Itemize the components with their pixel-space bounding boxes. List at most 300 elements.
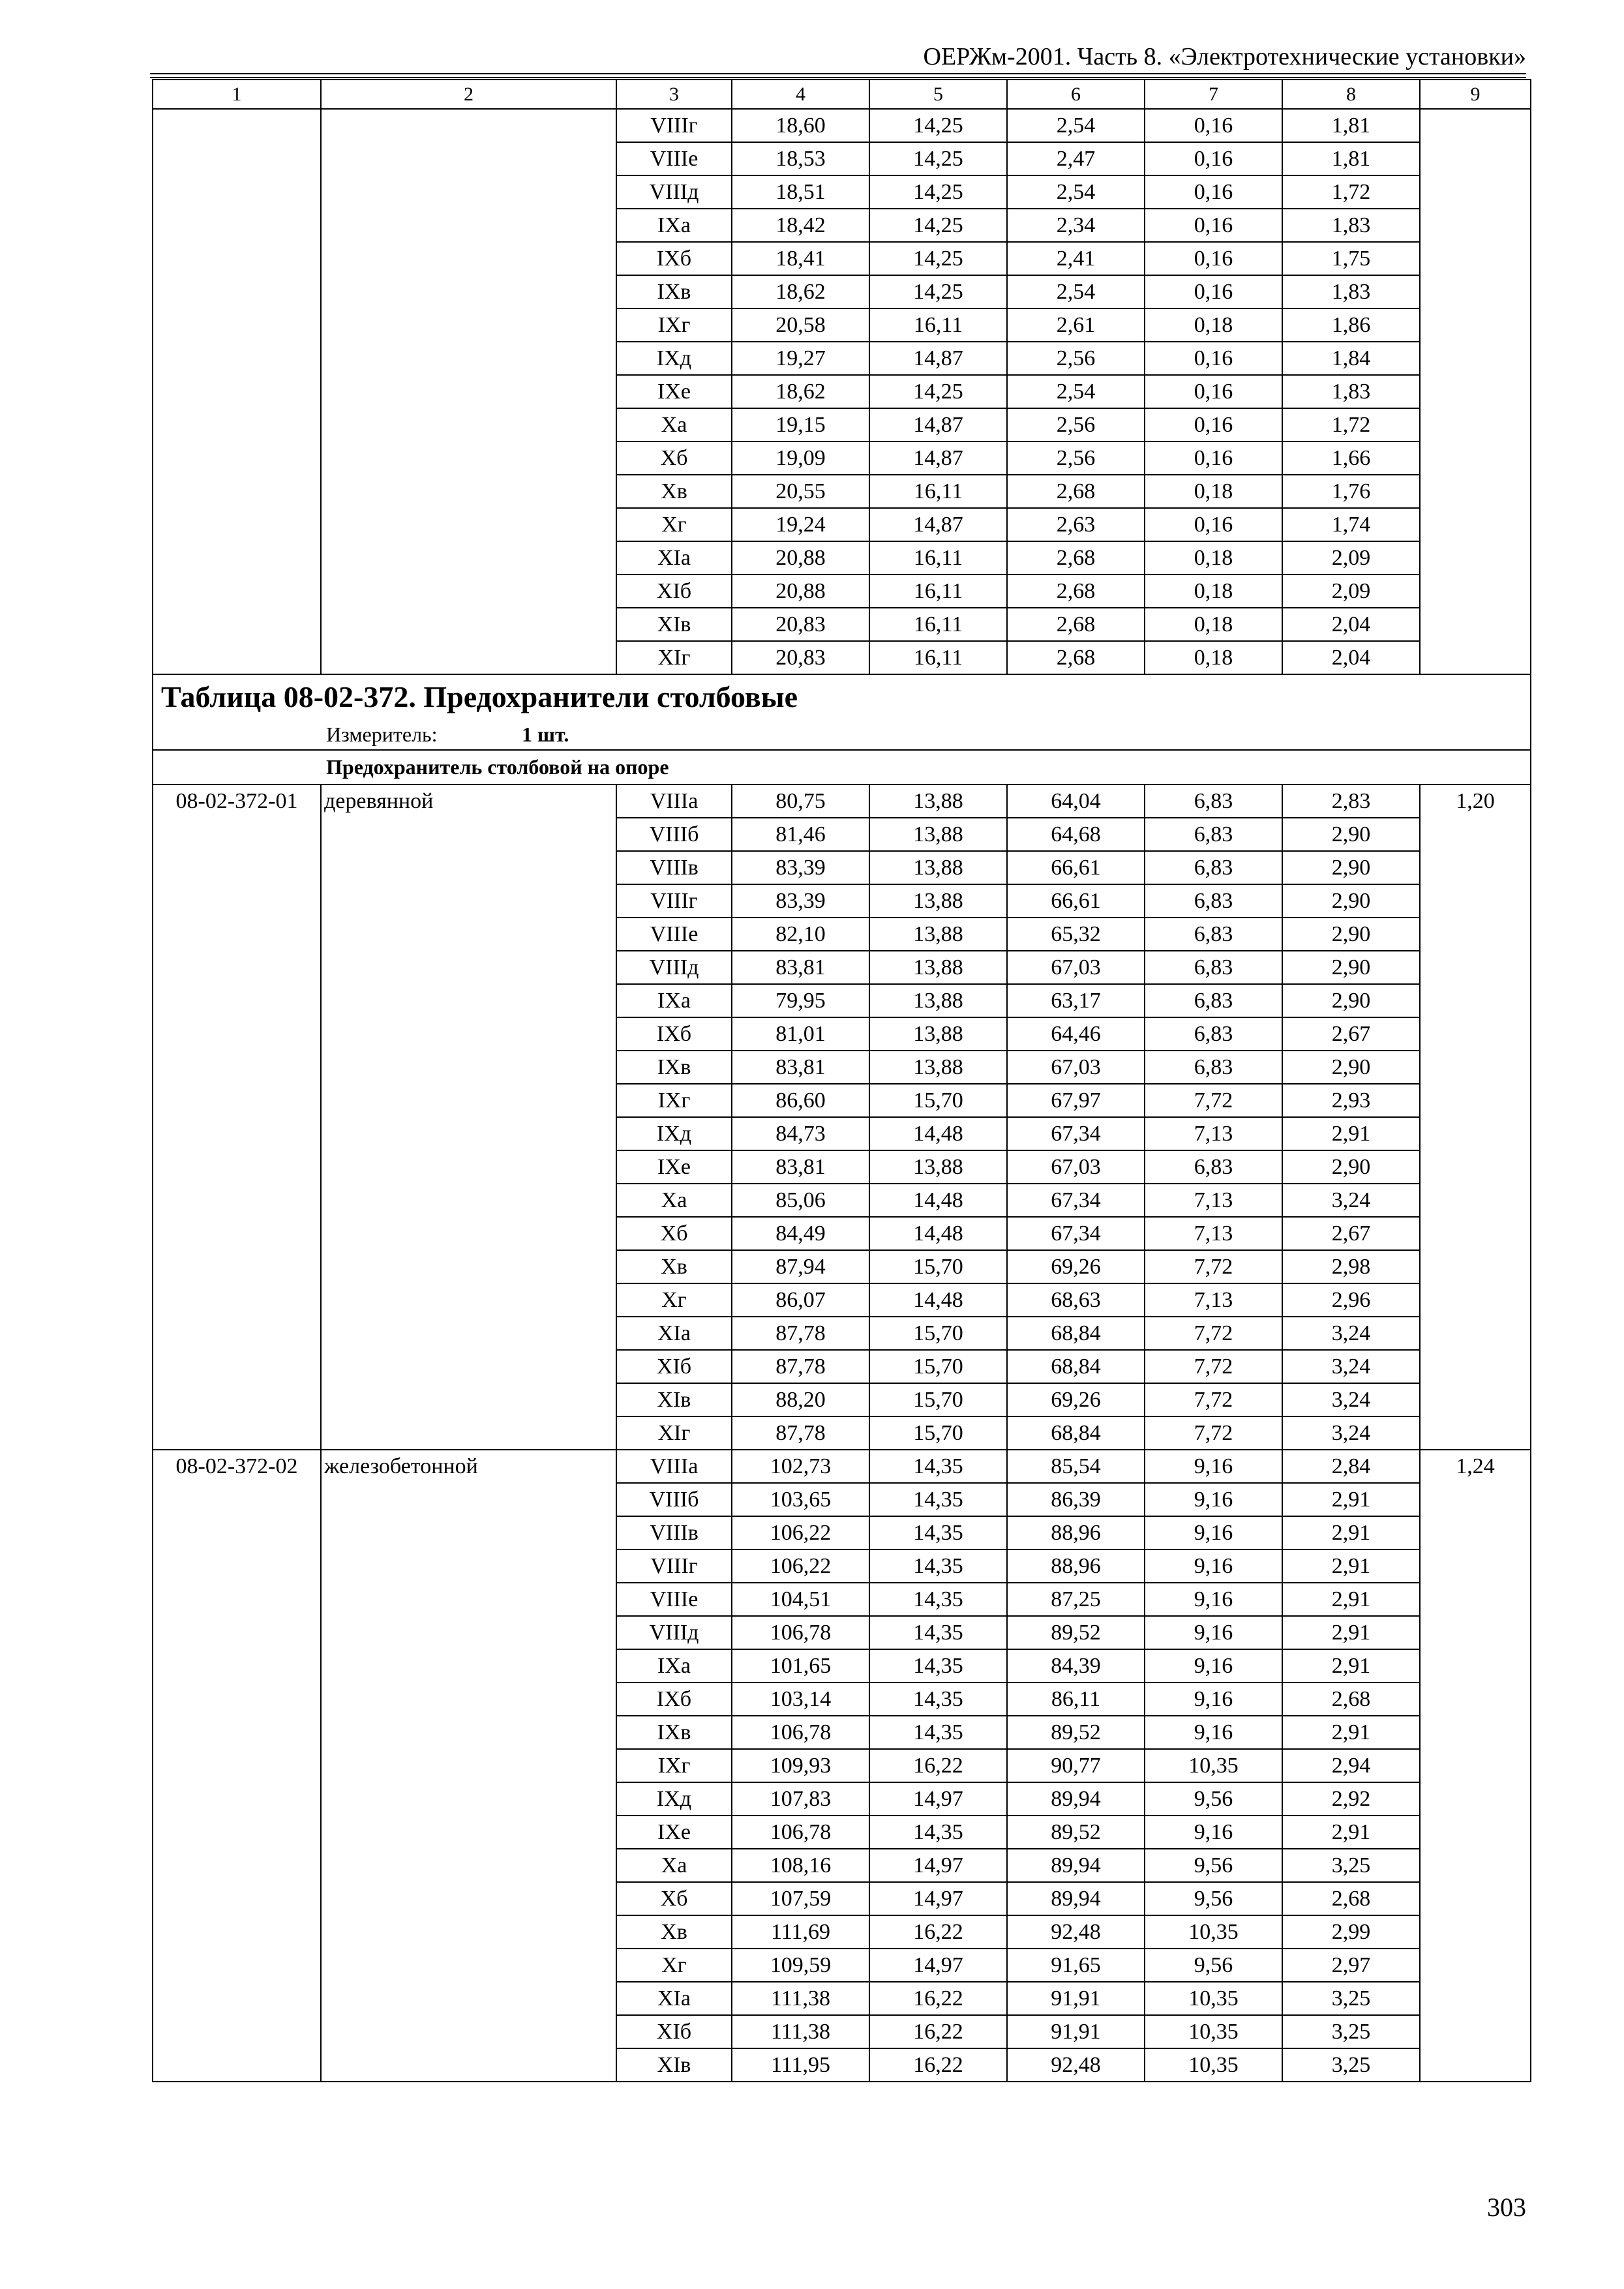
zone-cell: VIIIг: [616, 109, 732, 142]
column-number-cell: 9: [1420, 80, 1531, 109]
machinists-wages-cell: 0,18: [1145, 608, 1282, 641]
machinists-wages-cell: 9,56: [1145, 1782, 1282, 1816]
machines-cell: 88,96: [1007, 1549, 1145, 1583]
zone-cell: Xб: [616, 1217, 732, 1250]
machinists-wages-cell: 0,16: [1145, 242, 1282, 275]
machines-cell: 64,04: [1007, 785, 1145, 818]
machines-cell: 67,34: [1007, 1184, 1145, 1217]
machinists-wages-cell: 0,18: [1145, 641, 1282, 674]
wages-cell: 13,88: [869, 918, 1007, 951]
materials-cell: 2,91: [1282, 1716, 1420, 1749]
machinists-wages-cell: 9,16: [1145, 1616, 1282, 1649]
machines-cell: 89,94: [1007, 1882, 1145, 1915]
machines-cell: 89,52: [1007, 1816, 1145, 1849]
materials-cell: 1,74: [1282, 508, 1420, 541]
zone-cell: VIIIе: [616, 918, 732, 951]
materials-cell: 2,91: [1282, 1516, 1420, 1549]
wages-cell: 14,35: [869, 1649, 1007, 1683]
zone-cell: IXг: [616, 1749, 732, 1782]
zone-cell: IXг: [616, 1084, 732, 1117]
materials-cell: 2,09: [1282, 541, 1420, 575]
machinists-wages-cell: 7,72: [1145, 1350, 1282, 1383]
materials-cell: 1,83: [1282, 209, 1420, 242]
zone-cell: VIIIе: [616, 1583, 732, 1616]
wages-cell: 16,11: [869, 541, 1007, 575]
zone-cell: IXе: [616, 1816, 732, 1849]
zone-cell: Xг: [616, 1283, 732, 1317]
table-title-row: [153, 674, 1531, 719]
wages-cell: 14,87: [869, 408, 1007, 441]
materials-cell: 3,25: [1282, 1982, 1420, 2015]
machines-cell: 67,03: [1007, 951, 1145, 984]
materials-cell: 2,67: [1282, 1017, 1420, 1051]
materials-cell: 2,91: [1282, 1583, 1420, 1616]
direct-costs-cell: 106,78: [732, 1716, 869, 1749]
machines-cell: 91,91: [1007, 1982, 1145, 2015]
materials-cell: 2,68: [1282, 1882, 1420, 1915]
materials-cell: 2,99: [1282, 1915, 1420, 1949]
zone-cell: IXб: [616, 1683, 732, 1716]
wages-cell: 14,35: [869, 1549, 1007, 1583]
machines-cell: 89,94: [1007, 1782, 1145, 1816]
machines-cell: 2,56: [1007, 342, 1145, 375]
materials-cell: 2,67: [1282, 1217, 1420, 1250]
zone-cell: VIIIа: [616, 785, 732, 818]
measure-label: Измеритель:: [326, 723, 438, 746]
materials-cell: 3,25: [1282, 1849, 1420, 1882]
materials-cell: 2,94: [1282, 1749, 1420, 1782]
direct-costs-cell: 87,78: [732, 1416, 869, 1450]
zone-cell: IXа: [616, 209, 732, 242]
wages-cell: 14,87: [869, 508, 1007, 541]
machinists-wages-cell: 7,72: [1145, 1317, 1282, 1350]
materials-cell: 2,90: [1282, 984, 1420, 1017]
wages-cell: 16,11: [869, 575, 1007, 608]
machinists-wages-cell: 7,13: [1145, 1184, 1282, 1217]
materials-cell: 1,83: [1282, 275, 1420, 308]
machinists-wages-cell: 10,35: [1145, 2015, 1282, 2048]
machinists-wages-cell: 6,83: [1145, 984, 1282, 1017]
machines-cell: 2,54: [1007, 175, 1145, 209]
direct-costs-cell: 18,41: [732, 242, 869, 275]
wages-cell: 13,88: [869, 785, 1007, 818]
zone-cell: IXе: [616, 375, 732, 408]
zone-cell: XIв: [616, 1383, 732, 1416]
machinists-wages-cell: 0,16: [1145, 342, 1282, 375]
zone-cell: Xб: [616, 1882, 732, 1915]
machines-cell: 84,39: [1007, 1649, 1145, 1683]
zone-cell: IXд: [616, 1782, 732, 1816]
machines-cell: 2,47: [1007, 142, 1145, 175]
wages-cell: 13,88: [869, 818, 1007, 851]
wages-cell: 13,88: [869, 1017, 1007, 1051]
direct-costs-cell: 111,38: [732, 2015, 869, 2048]
wages-cell: 14,25: [869, 242, 1007, 275]
machines-cell: 68,63: [1007, 1283, 1145, 1317]
materials-cell: 3,24: [1282, 1350, 1420, 1383]
materials-cell: 2,92: [1282, 1782, 1420, 1816]
zone-cell: VIIIв: [616, 851, 732, 884]
wages-cell: 14,97: [869, 1782, 1007, 1816]
wages-cell: 16,22: [869, 2048, 1007, 2082]
direct-costs-cell: 107,83: [732, 1782, 869, 1816]
direct-costs-cell: 19,24: [732, 508, 869, 541]
zone-cell: Xа: [616, 1849, 732, 1882]
wages-cell: 14,25: [869, 375, 1007, 408]
zone-cell: VIIIа: [616, 1450, 732, 1483]
machinists-wages-cell: 10,35: [1145, 1915, 1282, 1949]
machinists-wages-cell: 6,83: [1145, 918, 1282, 951]
direct-costs-cell: 83,81: [732, 1051, 869, 1084]
materials-cell: 2,90: [1282, 918, 1420, 951]
machinists-wages-cell: 0,16: [1145, 175, 1282, 209]
wages-cell: 16,11: [869, 641, 1007, 674]
machinists-wages-cell: 0,16: [1145, 109, 1282, 142]
machines-cell: 2,41: [1007, 242, 1145, 275]
direct-costs-cell: 79,95: [732, 984, 869, 1017]
materials-cell: 2,84: [1282, 1450, 1420, 1483]
wages-cell: 14,48: [869, 1117, 1007, 1150]
zone-cell: VIIIд: [616, 1616, 732, 1649]
materials-cell: 1,81: [1282, 142, 1420, 175]
materials-cell: 2,91: [1282, 1117, 1420, 1150]
direct-costs-cell: 81,01: [732, 1017, 869, 1051]
materials-cell: 2,91: [1282, 1816, 1420, 1849]
zone-cell: Xв: [616, 475, 732, 508]
machinists-wages-cell: 6,83: [1145, 1051, 1282, 1084]
machines-cell: 65,32: [1007, 918, 1145, 951]
zone-cell: IXе: [616, 1150, 732, 1184]
column-number-cell: 3: [616, 80, 732, 109]
machinists-wages-cell: 6,83: [1145, 1017, 1282, 1051]
machinists-wages-cell: 7,72: [1145, 1084, 1282, 1117]
machinists-wages-cell: 9,16: [1145, 1583, 1282, 1616]
materials-cell: 2,90: [1282, 1150, 1420, 1184]
direct-costs-cell: 18,62: [732, 375, 869, 408]
zone-cell: XIг: [616, 1416, 732, 1450]
table-row: [153, 109, 1531, 142]
machines-cell: 2,34: [1007, 209, 1145, 242]
code-cell: [153, 109, 321, 674]
machines-cell: 2,68: [1007, 641, 1145, 674]
machinists-wages-cell: 6,83: [1145, 951, 1282, 984]
wages-cell: 16,22: [869, 1982, 1007, 2015]
materials-cell: 3,24: [1282, 1184, 1420, 1217]
zone-cell: XIв: [616, 608, 732, 641]
machinists-wages-cell: 9,16: [1145, 1450, 1282, 1483]
machinists-wages-cell: 0,16: [1145, 142, 1282, 175]
section-title-row: [153, 750, 1531, 785]
direct-costs-cell: 111,38: [732, 1982, 869, 2015]
machines-cell: 87,25: [1007, 1583, 1145, 1616]
wages-cell: 14,35: [869, 1516, 1007, 1549]
wages-cell: 15,70: [869, 1350, 1007, 1383]
materials-cell: 2,98: [1282, 1250, 1420, 1283]
direct-costs-cell: 111,95: [732, 2048, 869, 2082]
materials-cell: 2,91: [1282, 1483, 1420, 1516]
machinists-wages-cell: 10,35: [1145, 1749, 1282, 1782]
wages-cell: 13,88: [869, 984, 1007, 1017]
wages-cell: 15,70: [869, 1317, 1007, 1350]
zone-cell: VIIIб: [616, 818, 732, 851]
zone-cell: XIб: [616, 575, 732, 608]
direct-costs-cell: 101,65: [732, 1649, 869, 1683]
machinists-wages-cell: 9,16: [1145, 1716, 1282, 1749]
direct-costs-cell: 104,51: [732, 1583, 869, 1616]
zone-cell: VIIIд: [616, 951, 732, 984]
direct-costs-cell: 109,93: [732, 1749, 869, 1782]
machines-cell: 92,48: [1007, 2048, 1145, 2082]
wages-cell: 16,22: [869, 1915, 1007, 1949]
materials-cell: 1,66: [1282, 441, 1420, 475]
materials-cell: 2,83: [1282, 785, 1420, 818]
wages-cell: 16,22: [869, 2015, 1007, 2048]
direct-costs-cell: 20,88: [732, 575, 869, 608]
machines-cell: 91,65: [1007, 1949, 1145, 1982]
direct-costs-cell: 83,39: [732, 884, 869, 918]
column-number-cell: 2: [321, 80, 616, 109]
machinists-wages-cell: 9,16: [1145, 1683, 1282, 1716]
machinists-wages-cell: 0,16: [1145, 375, 1282, 408]
materials-cell: 1,72: [1282, 408, 1420, 441]
materials-cell: 2,90: [1282, 851, 1420, 884]
machines-cell: 91,91: [1007, 2015, 1145, 2048]
column-number-row: [153, 80, 1531, 109]
machines-cell: 85,54: [1007, 1450, 1145, 1483]
materials-cell: 2,09: [1282, 575, 1420, 608]
direct-costs-cell: 20,55: [732, 475, 869, 508]
machines-cell: 2,68: [1007, 541, 1145, 575]
direct-costs-cell: 20,58: [732, 308, 869, 342]
zone-cell: IXв: [616, 1716, 732, 1749]
machinists-wages-cell: 0,16: [1145, 408, 1282, 441]
materials-cell: 1,76: [1282, 475, 1420, 508]
zone-cell: XIб: [616, 2015, 732, 2048]
zone-cell: VIIIг: [616, 884, 732, 918]
wages-cell: 13,88: [869, 1051, 1007, 1084]
machinists-wages-cell: 0,18: [1145, 575, 1282, 608]
materials-cell: 2,96: [1282, 1283, 1420, 1317]
materials-cell: 3,24: [1282, 1383, 1420, 1416]
wages-cell: 14,87: [869, 441, 1007, 475]
machines-cell: 2,56: [1007, 441, 1145, 475]
direct-costs-cell: 106,22: [732, 1516, 869, 1549]
machines-cell: 86,39: [1007, 1483, 1145, 1516]
machinists-wages-cell: 6,83: [1145, 818, 1282, 851]
direct-costs-cell: 20,83: [732, 608, 869, 641]
direct-costs-cell: 19,15: [732, 408, 869, 441]
machines-cell: 2,61: [1007, 308, 1145, 342]
zone-cell: IXа: [616, 984, 732, 1017]
machinists-wages-cell: 7,13: [1145, 1283, 1282, 1317]
direct-costs-cell: 106,78: [732, 1616, 869, 1649]
machinists-wages-cell: 10,35: [1145, 2048, 1282, 2082]
machines-cell: 69,26: [1007, 1250, 1145, 1283]
machines-cell: 68,84: [1007, 1350, 1145, 1383]
wages-cell: 13,88: [869, 884, 1007, 918]
machines-cell: 92,48: [1007, 1915, 1145, 1949]
zone-cell: IXб: [616, 242, 732, 275]
measure-row: [153, 719, 1531, 750]
direct-costs-cell: 18,51: [732, 175, 869, 209]
machinists-wages-cell: 0,18: [1145, 308, 1282, 342]
materials-cell: 2,90: [1282, 1051, 1420, 1084]
wages-cell: 14,25: [869, 142, 1007, 175]
machinists-wages-cell: 6,83: [1145, 884, 1282, 918]
zone-cell: IXв: [616, 275, 732, 308]
materials-cell: 3,24: [1282, 1416, 1420, 1450]
machines-cell: 67,03: [1007, 1051, 1145, 1084]
machines-cell: 2,68: [1007, 608, 1145, 641]
direct-costs-cell: 18,62: [732, 275, 869, 308]
measure-cell: [153, 719, 1531, 750]
direct-costs-cell: 84,49: [732, 1217, 869, 1250]
machines-cell: 68,84: [1007, 1416, 1145, 1450]
wages-cell: 14,48: [869, 1283, 1007, 1317]
direct-costs-cell: 87,78: [732, 1317, 869, 1350]
machinists-wages-cell: 6,83: [1145, 785, 1282, 818]
direct-costs-cell: 111,69: [732, 1915, 869, 1949]
direct-costs-cell: 80,75: [732, 785, 869, 818]
direct-costs-cell: 82,10: [732, 918, 869, 951]
machines-cell: 89,52: [1007, 1716, 1145, 1749]
direct-costs-cell: 83,39: [732, 851, 869, 884]
materials-cell: 3,24: [1282, 1317, 1420, 1350]
machinists-wages-cell: 7,13: [1145, 1217, 1282, 1250]
machinists-wages-cell: 7,72: [1145, 1250, 1282, 1283]
materials-cell: 1,81: [1282, 109, 1420, 142]
wages-cell: 16,11: [869, 608, 1007, 641]
materials-cell: 1,72: [1282, 175, 1420, 209]
wages-cell: 15,70: [869, 1416, 1007, 1450]
machinists-wages-cell: 0,16: [1145, 508, 1282, 541]
machinists-wages-cell: 7,13: [1145, 1117, 1282, 1150]
wages-cell: 14,35: [869, 1816, 1007, 1849]
machinists-wages-cell: 9,16: [1145, 1649, 1282, 1683]
zone-cell: IXд: [616, 1117, 732, 1150]
direct-costs-cell: 83,81: [732, 951, 869, 984]
direct-costs-cell: 86,07: [732, 1283, 869, 1317]
direct-costs-cell: 108,16: [732, 1849, 869, 1882]
machinists-wages-cell: 0,16: [1145, 209, 1282, 242]
machines-cell: 2,68: [1007, 475, 1145, 508]
wages-cell: 14,97: [869, 1849, 1007, 1882]
machinists-wages-cell: 7,72: [1145, 1416, 1282, 1450]
machines-cell: 2,63: [1007, 508, 1145, 541]
column-number-cell: 7: [1145, 80, 1282, 109]
materials-cell: 2,91: [1282, 1616, 1420, 1649]
machines-cell: 90,77: [1007, 1749, 1145, 1782]
name-cell: [321, 109, 616, 674]
direct-costs-cell: 109,59: [732, 1949, 869, 1982]
code-cell: 08-02-372-02: [153, 1450, 321, 2082]
zone-cell: Xг: [616, 508, 732, 541]
zone-cell: VIIIв: [616, 1516, 732, 1549]
wages-cell: 14,35: [869, 1716, 1007, 1749]
wages-cell: 13,88: [869, 851, 1007, 884]
wages-cell: 13,88: [869, 951, 1007, 984]
machines-cell: 88,96: [1007, 1516, 1145, 1549]
materials-cell: 2,04: [1282, 608, 1420, 641]
machines-cell: 67,34: [1007, 1117, 1145, 1150]
materials-cell: 2,90: [1282, 818, 1420, 851]
direct-costs-cell: 87,78: [732, 1350, 869, 1383]
machines-cell: 67,34: [1007, 1217, 1145, 1250]
materials-cell: 1,84: [1282, 342, 1420, 375]
direct-costs-cell: 106,22: [732, 1549, 869, 1583]
direct-costs-cell: 107,59: [732, 1882, 869, 1915]
zone-cell: IXг: [616, 308, 732, 342]
zone-cell: IXб: [616, 1017, 732, 1051]
direct-costs-cell: 102,73: [732, 1450, 869, 1483]
machines-cell: 66,61: [1007, 851, 1145, 884]
wages-cell: 14,35: [869, 1683, 1007, 1716]
direct-costs-cell: 84,73: [732, 1117, 869, 1150]
machines-cell: 2,56: [1007, 408, 1145, 441]
machinists-wages-cell: 10,35: [1145, 1982, 1282, 2015]
materials-cell: 2,90: [1282, 884, 1420, 918]
machines-cell: 68,84: [1007, 1317, 1145, 1350]
machines-cell: 64,68: [1007, 818, 1145, 851]
coefficient-cell: 1,24: [1420, 1450, 1531, 2082]
materials-cell: 3,25: [1282, 2048, 1420, 2082]
machinists-wages-cell: 0,16: [1145, 275, 1282, 308]
zone-cell: Xг: [616, 1949, 732, 1982]
wages-cell: 14,97: [869, 1882, 1007, 1915]
direct-costs-cell: 88,20: [732, 1383, 869, 1416]
materials-cell: 2,68: [1282, 1683, 1420, 1716]
wages-cell: 16,11: [869, 308, 1007, 342]
machinists-wages-cell: 0,18: [1145, 541, 1282, 575]
materials-cell: 2,04: [1282, 641, 1420, 674]
coefficient-cell: 1,20: [1420, 785, 1531, 1450]
direct-costs-cell: 18,53: [732, 142, 869, 175]
materials-cell: 2,90: [1282, 951, 1420, 984]
machines-cell: 64,46: [1007, 1017, 1145, 1051]
machines-cell: 67,97: [1007, 1084, 1145, 1117]
machines-cell: 66,61: [1007, 884, 1145, 918]
name-cell: деревянной: [321, 785, 616, 1450]
direct-costs-cell: 18,60: [732, 109, 869, 142]
measure-value: 1 шт.: [522, 723, 569, 746]
zone-cell: VIIIг: [616, 1549, 732, 1583]
machines-cell: 69,26: [1007, 1383, 1145, 1416]
machines-cell: 89,94: [1007, 1849, 1145, 1882]
zone-cell: XIв: [616, 2048, 732, 2082]
table-row: [153, 785, 1531, 818]
section-title: Предохранитель столбовой на опоре: [153, 750, 1531, 785]
column-number-cell: 8: [1282, 80, 1420, 109]
direct-costs-cell: 87,94: [732, 1250, 869, 1283]
machinists-wages-cell: 6,83: [1145, 1150, 1282, 1184]
zone-cell: VIIIд: [616, 175, 732, 209]
machines-cell: 2,54: [1007, 109, 1145, 142]
wages-cell: 14,35: [869, 1616, 1007, 1649]
machinists-wages-cell: 9,56: [1145, 1949, 1282, 1982]
materials-cell: 1,86: [1282, 308, 1420, 342]
direct-costs-cell: 19,09: [732, 441, 869, 475]
machines-cell: 2,68: [1007, 575, 1145, 608]
zone-cell: XIа: [616, 1982, 732, 2015]
direct-costs-cell: 81,46: [732, 818, 869, 851]
direct-costs-cell: 20,83: [732, 641, 869, 674]
direct-costs-cell: 106,78: [732, 1816, 869, 1849]
name-cell: железобетонной: [321, 1450, 616, 2082]
wages-cell: 15,70: [869, 1084, 1007, 1117]
direct-costs-cell: 103,14: [732, 1683, 869, 1716]
machinists-wages-cell: 9,16: [1145, 1549, 1282, 1583]
direct-costs-cell: 20,88: [732, 541, 869, 575]
